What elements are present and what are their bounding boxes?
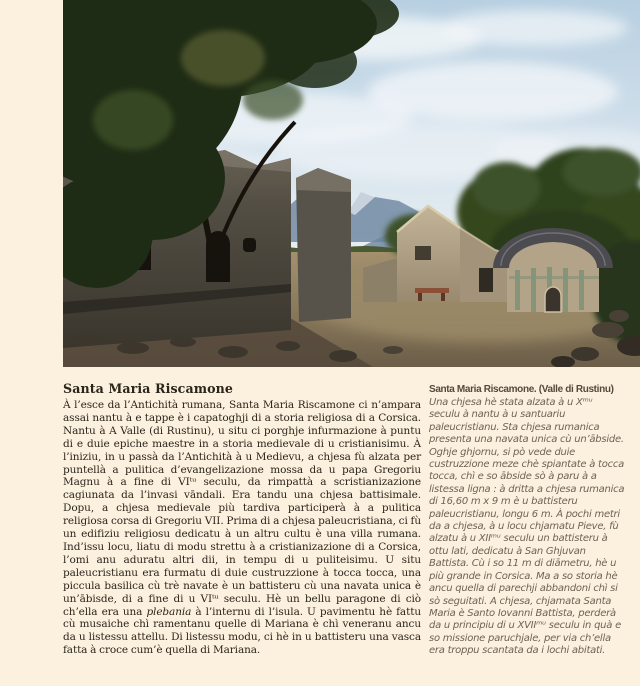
apse-arch-window [545, 287, 561, 312]
photo-illustration [63, 0, 640, 367]
wall-opening [479, 268, 493, 292]
caption-title: Santa Maria Riscamone. (Valle di Rustinu) [429, 384, 614, 395]
article-title: Santa Maria Riscamone [63, 381, 234, 396]
caption-body: Una chjesa hè stata alzata à u Xᵐᵘ seculu à nantu à u santuariu paleucristianu. Sta chjesa rumanica presenta una navata unica cù un’ābside. Oghje ghjornu, si pò vede duie custruzzione meze chè spiantate à tocca tocca, chì e so ābside sò à paru à a listessa ligna : à dritta a chjesa rumanica di 16,60 m x 9 m è u battisteru paleucristianu, longu 6 m. À pochi metri da a chjesa, à u locu chjamatu Pieve, fù alzatu à u XIIᵐᵘ seculu un battisteru à ottu lati, dedicatu à San Ghjuvan Battista. Cù i so 11 m di diāmetru, hè u più grande in Corsica. Ma a so storia hè ancu quella di parechji abbandoni chì si sò seguitati. A chjesa, chjamata Santa Maria è Santo Iovanni Battista, perderà da u principiu di u XVIIᵐᵘ seculu in quà e so missione paruchjale, per via ch’ella era troppu scantata da i lochi abitati. [429, 397, 625, 657]
article-body-italic-term: plebania [146, 605, 192, 618]
photo-caption-column [429, 384, 626, 658]
article-column [63, 381, 421, 657]
article-body-part1: À l’esce da l’Antichità rumana, Santa Maria Riscamone ci n’ampara assai nantu à e tappe è i capatoghji di a storia religiosa di a Corsica. Nantu à A Valle (di Rustinu), u situ ci porghje infurmazione à puntu di e duie epiche maestre in a storia medievale di u cristianisimu. À l’iniziu, in u passà da l’Antichità à u Medievu, a chjesa fù alzata per puntellà a pulitica d’evangelizazione mossa da u papa Gregoriu Magnu à a fine di VIᵗᵘ seculu, da rimpattà a scristianizazione cagiunata da l’invasi vāndali. Era tandu una chjesa battisimale. Dopu, a chjesa medievale più tardiva participerà à a pulitica religiosa corsa di Gregoriu VII. Prima di a chjesa paleucristiana, ci fù un edifiziu religiosu dedicatu à un altru cultu è una villa rumana. Ind’issu locu, liatu di modu strettu à a cristianizazione di a Corsica, l’omi anu aduratu altri dii, in tempu di u puliteisimu. U situ paleucristianu era furmatu di duie custruzzione à tocca tocca, una piccula basilica cù trè navate è un battisteru cù una navata unica è un’ābisde, di a fine di u VIᵗᵘ seculu. Hè un bellu paragone di ciò ch’ella era una [63, 399, 421, 618]
gable-window [415, 246, 431, 260]
ruin-putlog-hole [243, 238, 256, 252]
site-photograph [63, 0, 640, 367]
article-body [63, 399, 421, 657]
article-body-part2: à l’internu di l’isula. U pavimentu hè fattu cù musaiche chì ramentanu quelle di Mariana è chì veneranu ancu da u listessu attellu. Di listessu modu, ci hè in u battisteru una vasca fatta à croce cum’è quella di Mariana. [63, 605, 421, 657]
